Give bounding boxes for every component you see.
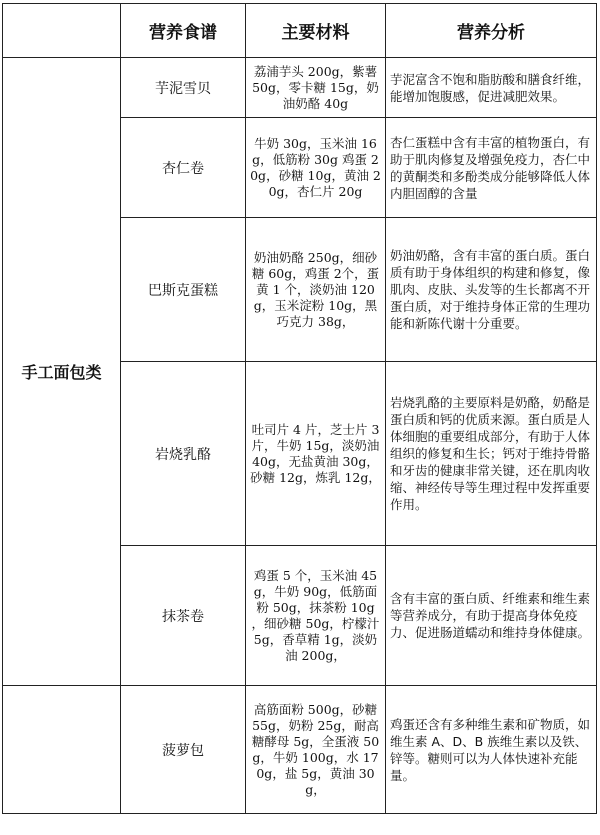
table-row [3,58,597,118]
recipe-name: 芋泥雪贝 [121,58,246,118]
recipe-name: 菠萝包 [121,686,246,814]
recipe-analysis: 杏仁蛋糕中含有丰富的植物蛋白，有助于肌肉修复及增强免疫力，杏仁中的黄酮类和多酚类成分能够降低人体内胆固醇的含量 [386,118,597,218]
recipe-materials: 吐司片 4 片，芝士片 3 片，牛奶 15g，淡奶油 40g，无盐黄油 30g，砂糖 12g，炼乳 12g， [246,362,386,546]
header-recipe: 营养食谱 [121,4,246,58]
recipe-materials: 鸡蛋 5 个，玉米油 45g，牛奶 90g，低筋面粉 50g，抹茶粉 10g ，细砂糖 50g，柠檬汁 5g，香草精 1g，淡奶油 200g， [246,546,386,686]
header-blank [3,4,121,58]
header-row [3,4,597,58]
recipe-materials: 奶油奶酪 250g，细砂糖 60g，鸡蛋 2个，蛋黄 1 个，淡奶油 120g，玉米淀粉 10g，黑巧克力 38g， [246,218,386,362]
recipe-table [2,3,597,814]
recipe-analysis: 鸡蛋还含有多种维生素和矿物质，如维生素 A、D、B 族维生素以及铁、锌等。糖则可以为人体快速补充能量。 [386,686,597,814]
recipe-name: 抹茶卷 [121,546,246,686]
recipe-materials: 牛奶 30g，玉米油 16g，低筋粉 30g 鸡蛋 20g，砂糖 10g，黄油 20g，杏仁片 20g [246,118,386,218]
recipe-analysis: 奶油奶酪，含有丰富的蛋白质。蛋白质有助于身体组织的构建和修复，像肌肉、皮肤、头发等的生长都离不开蛋白质，对于维持身体正常的生理功能和新陈代谢十分重要。 [386,218,597,362]
recipe-name: 杏仁卷 [121,118,246,218]
recipe-analysis: 含有丰富的蛋白质、纤维素和维生素等营养成分，有助于提高身体免疫力、促进肠道蠕动和维持身体健康。 [386,546,597,686]
category-label: 手工面包类 [3,58,121,686]
recipe-analysis: 岩烧乳酪的主要原料是奶酪，奶酪是蛋白质和钙的优质来源。蛋白质是人体细胞的重要组成部分，有助于人体组织的修复和生长；钙对于维持骨骼和牙齿的健康非常关键，还在肌肉收缩、神经传导等生理过程中发挥重要作用。 [386,362,597,546]
recipe-materials: 高筋面粉 500g，砂糖 55g，奶粉 25g，耐高糖酵母 5g，全蛋液 50g，牛奶 100g，水 170g，盐 5g，黄油 30g， [246,686,386,814]
recipe-analysis: 芋泥富含不饱和脂肪酸和膳食纤维，能增加饱腹感，促进减肥效果。 [386,58,597,118]
category-continuation [3,686,121,814]
header-materials: 主要材料 [246,4,386,58]
header-analysis: 营养分析 [386,4,597,58]
recipe-name: 巴斯克蛋糕 [121,218,246,362]
recipe-name: 岩烧乳酪 [121,362,246,546]
table-row [3,686,597,814]
recipe-materials: 荔浦芋头 200g，紫薯 50g，零卡糖 15g，奶油奶酪 40g [246,58,386,118]
